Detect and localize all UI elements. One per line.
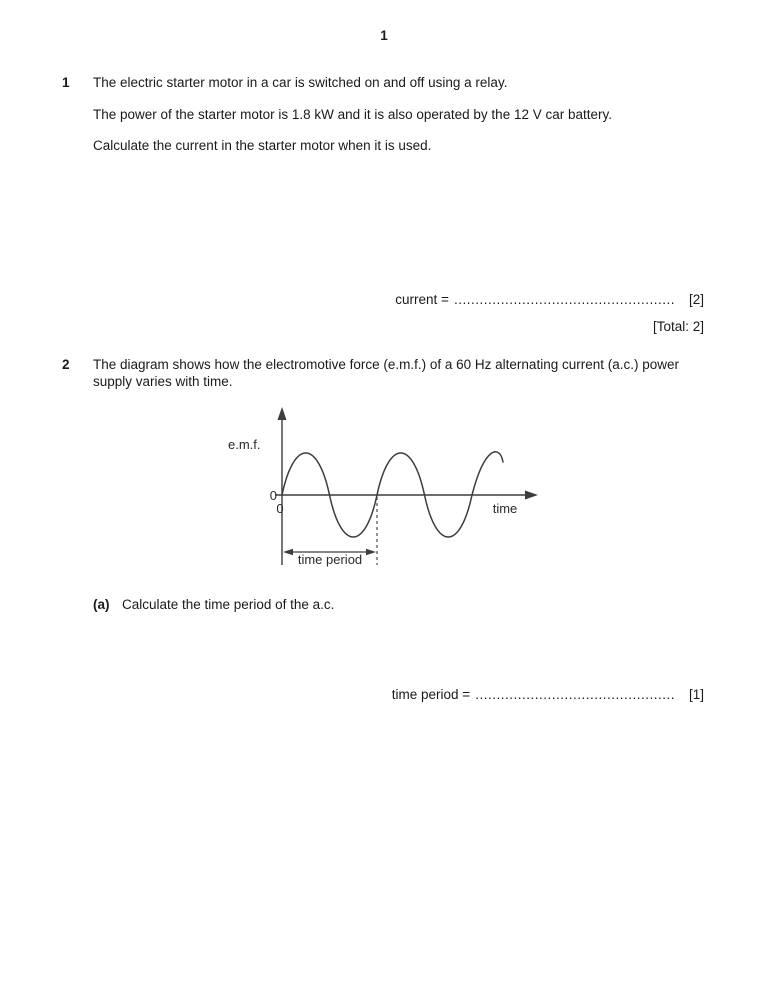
y-axis-label: e.m.f. xyxy=(228,437,261,452)
x-axis-label: time xyxy=(492,501,518,516)
origin-zero-y: 0 xyxy=(269,488,277,503)
answer-label: current = xyxy=(395,292,449,307)
question-1-line-1: The electric starter motor in a car is switched on and off using a relay. xyxy=(93,75,508,90)
time-period-label: time period xyxy=(297,552,363,567)
answer-dotted-line: .................................................... xyxy=(453,292,675,307)
marks-badge: [2] xyxy=(688,292,704,307)
x-axis-arrowhead-icon xyxy=(525,491,538,500)
page-number: 1 xyxy=(380,28,388,43)
y-axis-arrowhead-icon xyxy=(278,407,287,420)
answer-label: time period = xyxy=(391,687,471,702)
period-arrow-right-icon xyxy=(366,549,376,555)
origin-zero-x: 0 xyxy=(276,501,284,516)
question-1-total: [Total: 2] xyxy=(652,319,704,334)
question-2a-answer-line xyxy=(392,686,704,703)
emf-time-graph xyxy=(220,403,550,575)
question-2-intro: The diagram shows how the electromotive force (e.m.f.) of a 60 Hz alternating current (a.c.) power supply varies with time. xyxy=(93,357,679,389)
question-2a-text: Calculate the time period of the a.c. xyxy=(122,597,335,612)
question-1-answer-line xyxy=(395,291,704,308)
answer-dotted-line: ............................................... xyxy=(475,687,675,702)
question-1-number: 1 xyxy=(62,75,70,90)
question-2-number: 2 xyxy=(62,357,70,372)
period-arrow-left-icon xyxy=(283,549,293,555)
question-1-line-2: The power of the starter motor is 1.8 kW and it is also operated by the 12 V car battery. xyxy=(93,107,612,122)
marks-badge: [1] xyxy=(688,687,704,702)
question-1-line-3: Calculate the current in the starter motor when it is used. xyxy=(93,138,432,153)
question-2a-label: (a) xyxy=(93,597,110,612)
